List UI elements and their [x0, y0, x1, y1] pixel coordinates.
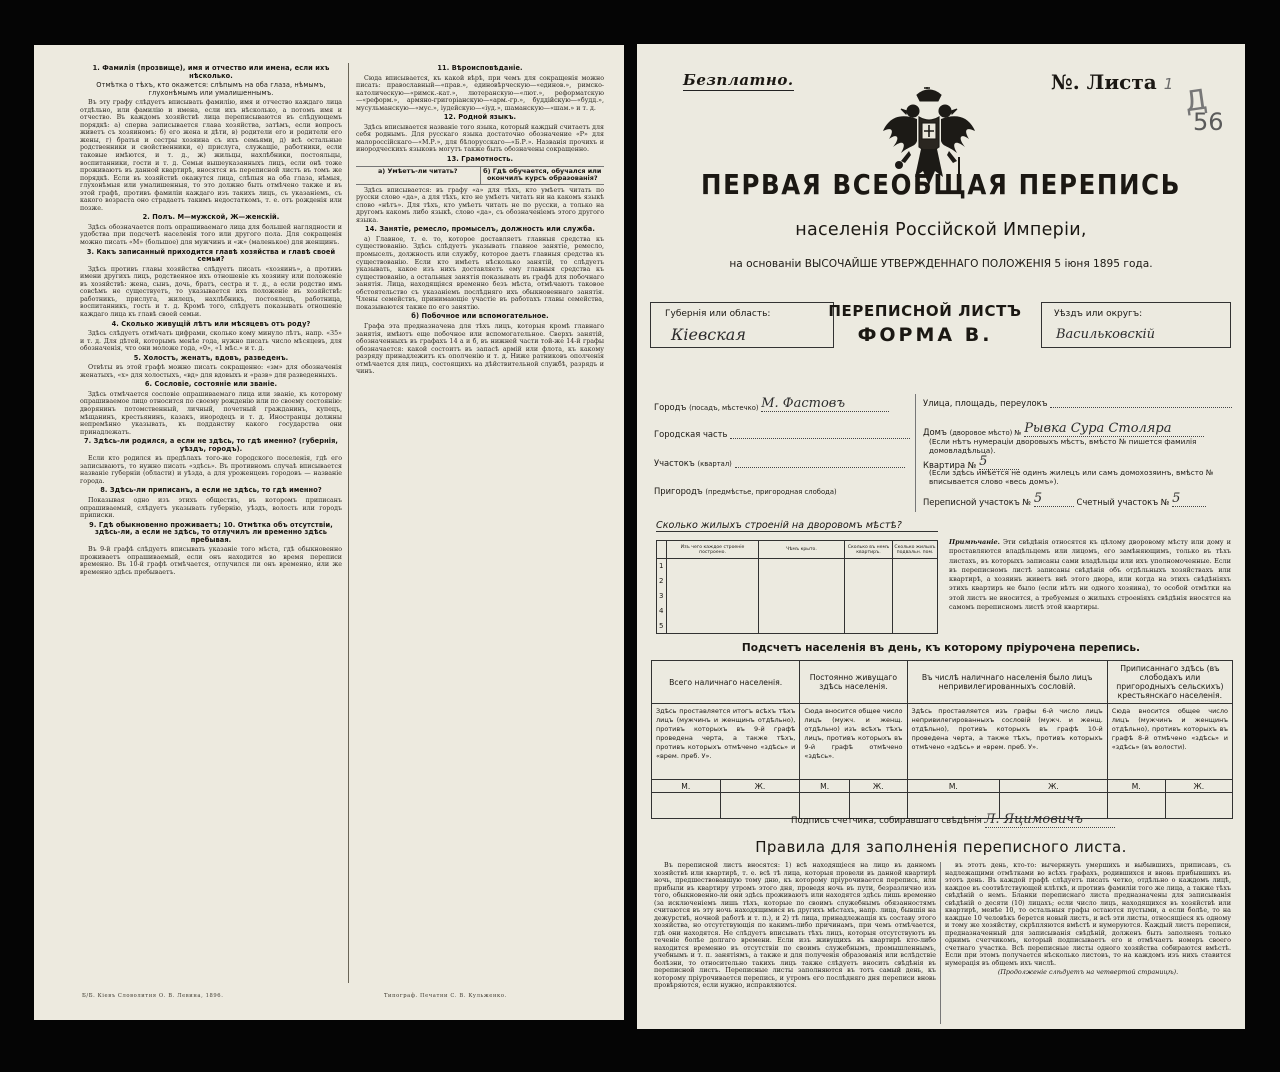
house-note: (Если нѣтъ нумераціи дворовыхъ мѣстъ, вмѣсто № пишется фамилія домовладѣльца).: [929, 437, 1197, 455]
table-row: [657, 559, 938, 574]
table-row: [657, 589, 938, 604]
district-value-line: [730, 430, 910, 439]
rules-column-2: [945, 862, 1231, 977]
uezd-label: Уѣздъ или округъ:: [1054, 309, 1143, 319]
count-section-label: Счетный участокъ №: [1076, 497, 1170, 507]
table-row: [657, 574, 938, 589]
section-heading: 9. Гдѣ обыкновенно проживаетъ; 10. Отмѣтка объ отсутствіи, здѣсь-ли, а если не здѣсь, то отлучилъ ли временно здѣсь пребывая.: [89, 520, 333, 544]
male-label: М.: [1107, 780, 1165, 793]
apartment-value: 5: [979, 454, 1019, 470]
suburb-field: [654, 486, 837, 496]
census-subtitle: населенія Россійской Имперіи,: [795, 220, 1087, 240]
house-label-note: (дворовое мѣсто) №: [949, 429, 1022, 437]
row-number: 5: [657, 619, 667, 634]
section-field: [654, 458, 905, 468]
street-label: Улица, площадь, переулокъ: [923, 398, 1048, 408]
section-heading: 3. Какъ записанный приходится главѣ хозяйства и главѣ своей семьи?: [86, 247, 336, 264]
section-text: Здѣсь противъ главы хозяйства слѣдуетъ писать «хозяинъ», а противъ имени другихъ лицъ, родственное ихъ отношеніе къ хозяину или положеніе въ хозяйствѣ: жена, сынъ, дочь, братъ, сестра и т. д., а если родство имъ совсѣмъ не существуетъ, то указывается ихъ положеніе въ хозяйствѣ: работникъ, прислуга, жилецъ, нахлѣбникъ, постоялецъ, работница, воспитанникъ, гость и т. д. Кромѣ того, слѣдуетъ показывать отношеніе каждаго лица къ главѣ своей семьи.: [80, 265, 342, 318]
section-text: Здѣсь отмѣчается сословіе опрашиваемаго лица или званіе, къ которому опрашиваемое лицо относится по своему рожденію или по своему состоянію: дворянинъ потомственный, личный, почетный гражданинъ, купецъ, мѣщанинъ, крестьянинъ, казакъ, инородецъ и т. д. Иностранцы должны непремѣнно указывать, къ подданству какого государства они принадлежатъ.: [80, 390, 342, 436]
count-col-nonprivileged: Въ числѣ наличнаго населенія было лицъ непривилегированныхъ сословій.: [907, 661, 1107, 704]
column-divider: [348, 63, 349, 983]
section-text: Сюда вписывается, къ какой вѣрѣ, при чемъ для сокращенія можно писать: православный—«прав.», единовѣрческую—«единов.», римско-католическую—«римск.-кат.», лютеранскую—«лют.», реформатскую—«реформ.», армяно-григоріанскую—«арм.-гр.», буддійскую—«будд.», мусульманскую—«мус.», іудейскую—«іуд.», шаманскую—«шам.» и т. д.: [356, 74, 604, 112]
section-heading: 14. Занятіе, ремесло, промыселъ, должность или служба.: [365, 225, 595, 234]
section-text: Графа эта предназначена для тѣхъ лицъ, которыя кромѣ главнаго занятія, имѣютъ еще побочное или вспомогательное. Сверхъ занятій, обозначенныхъ въ графахъ 14 а и б, въ нижней части той-же 14-й графы обозначается: какой состоитъ въ запасѣ армій или флота, къ какому разряду принадлежитъ къ ополченію и т. д. Ниже ратниковъ ополченія отмѣчается для лицъ, состоящихъ на дѣйствительной службѣ, разрядъ и чинъ.: [356, 322, 604, 376]
street-value-line: [1050, 399, 1232, 408]
section-heading: 11. Вѣроисповѣданіе.: [437, 64, 523, 72]
buildings-col-apartments: Сколько въ немъ квартиръ.: [845, 541, 893, 559]
street-field: [923, 398, 1232, 408]
rules-continued-note: (Продолженіе слѣдуетъ на четвертой страницѣ).: [997, 968, 1179, 976]
count-col-registered: Приписаннаго здѣсь (въ слободахъ или пригородныхъ сельскихъ) крестьянскаго населенія.: [1107, 661, 1232, 704]
female-label: Ж.: [720, 780, 800, 793]
table-row: [657, 604, 938, 619]
buildings-col-roof: Чѣмъ крыто.: [759, 541, 845, 559]
uezd-value: Васильковскій: [1056, 327, 1156, 342]
female-label: Ж.: [849, 780, 907, 793]
literacy-subheadings: [356, 166, 604, 185]
count-desc-registered: Сюда вносится общее число лицъ (мужчинъ и женщинъ отдѣльно), противъ которыхъ въ графѣ 8-й отмѣчено «здѣсь» и «здѣсь» (въ волости).: [1107, 704, 1232, 780]
section-heading: б) Побочное или вспомогательное.: [411, 312, 549, 321]
section-text: Въ эту графу слѣдуетъ вписывать фамилію, имя и отчество каждаго лица отдѣльно, или фамилію и имена, если ихъ нѣсколько, а потомъ имя и отчество. Въ каждомъ хозяйствѣ лица переписываются въ слѣдующемъ порядкѣ: а) сперва записывается глава хозяйства, затѣмъ, если вопросъ живетъ съ хозяиномъ: б) его жена и дѣти, в) родители его и родители его жены, г) братья и сестры хозяина съ ихъ семьями, д) всѣ остальные родственники и свойственники, е) прислуга, служащіе, работники, если таковые имѣются, и т. д., ж) жильцы, нахлѣбники, постояльцы, воспитанники, гости и т. д. Семьи вышеуказанныхъ лицъ, если онѣ тоже проживаютъ въ данной квартирѣ, вносятся въ переписной листъ въ томъ же порядкѣ. Если въ хозяйствѣ окажутся лица, слѣпыя на оба глаза, нѣмыя, глухонѣмыя или умалишенныя, то это должно быть отмѣчено также и въ этой графѣ, противъ фамиліи каждаго изъ такихъ лицъ, съ указаніемъ, съ какого возраста оно страдаетъ такимъ недостаткомъ, т. е. отъ рожденія или позже.: [80, 99, 342, 212]
section-heading: 1. Фамилія (прозвище), имя и отчество или имена, если ихъ нѣсколько.: [92, 64, 330, 80]
sheet-number: [1051, 70, 1173, 94]
count-col-present: Всего наличнаго населенія.: [652, 661, 800, 704]
buildings-col-basements: Сколько жилыхъ подвальн. пом.: [893, 541, 938, 559]
signature-value: Л. Яцимовичъ: [985, 812, 1115, 828]
form-type-label: ФОРМА В.: [857, 324, 993, 346]
uezd-box: [1041, 302, 1231, 348]
section-heading: 7. Здѣсь-ли родился, а если не здѣсь, то гдѣ именно? (губернія, уѣздъ, городъ).: [83, 437, 339, 453]
form-title-box: [807, 298, 1043, 350]
free-of-charge-label: Безплатно.: [683, 71, 794, 89]
count-col-permanent: Постоянно живущаго здѣсь населенія.: [800, 661, 907, 704]
literacy-b: б) Гдѣ обучается, обучался или окончилъ курсъ образованія?: [480, 167, 605, 184]
section-heading: 5. Холостъ, женатъ, вдовъ, разведенъ.: [133, 353, 289, 362]
pencil-archive-number: 56: [1193, 108, 1224, 136]
enumerator-signature: [791, 812, 1115, 828]
printer-footer-right: Типограф. Печатни С. В. Кульженко.: [384, 993, 507, 999]
apartment-label: Квартира №: [923, 460, 977, 470]
address-divider: [915, 394, 916, 512]
census-legal-basis: на основаніи ВЫСОЧАЙШЕ УТВЕРЖДЕННАГО ПОЛОЖЕНІЯ 5 іюня 1895 года.: [729, 258, 1153, 270]
city-label: Городъ: [654, 402, 687, 412]
section-text: Показывая одно изъ этихъ обществъ, въ которомъ приписанъ опрашиваемый, слѣдуетъ указывать губернію, уѣздъ, волость или городъ приписки.: [80, 496, 342, 520]
buildings-col-material: Изъ чего каждое строеніе построено.: [667, 541, 759, 559]
instructions-column-2: [356, 63, 604, 377]
section-text: Здѣсь обозначается полъ опрашиваемаго лица для большей наглядности и удобства при подсчетѣ населенія того или другого пола. Для сокращенія можно писать «М» (большое) для мужчинъ и «ж» (маленькое) для женщинъ.: [80, 223, 342, 247]
buildings-col-number: [657, 541, 667, 559]
row-number: 3: [657, 589, 667, 604]
section-text: Здѣсь слѣдуетъ отмѣчать цифрами, сколько кому минуло лѣтъ, напр. «35» и т. д. Для дѣтей, которымъ менѣе года, нужно писать число мѣсяцевъ, для обозначенія, что они моложе года, «0», «1 мѣс.» и т. д.: [80, 330, 342, 353]
section-subheading: Отмѣтка о тѣхъ, кто окажется: слѣпымъ на оба глаза, нѣмымъ, глухонѣмымъ или умалишеннымъ.: [96, 81, 326, 97]
province-label: Губернія или область:: [665, 309, 771, 319]
suburb-label: Пригородъ: [654, 486, 703, 496]
count-desc-permanent: Сюда вносится общее число лицъ (мужч. и женщ. отдѣльно) изъ всѣхъ тѣхъ лицъ, противъ которыхъ въ 9-й графѣ отмѣчено «здѣсь».: [800, 704, 907, 780]
left-page-instructions: [34, 45, 624, 1020]
house-label: Домъ: [923, 427, 947, 437]
table-row: [657, 619, 938, 634]
literacy-a: а) Умѣетъ-ли читать?: [377, 166, 458, 175]
rules-column-1: [654, 862, 936, 991]
count-desc-present: Здѣсь проставляется итогъ всѣхъ тѣхъ лицъ (мужчинъ и женщинъ отдѣльно), противъ которыхъ въ 9-й графѣ проведена черта, а также тѣхъ, противъ которыхъ отмѣчено «здѣсь» и «врем. преб. У».: [652, 704, 800, 780]
section-heading: 2. Полъ. М—мужской, Ж—женскій.: [142, 213, 280, 222]
buildings-question: Сколько жилыхъ строеній на дворовомъ мѣстѣ?: [656, 520, 938, 532]
section-value-line: [735, 459, 905, 468]
census-sheet-title: ПЕРЕПИСНОЙ ЛИСТЪ: [828, 302, 1022, 320]
district-label: Городская часть: [654, 429, 728, 439]
sheet-number-value: 1: [1163, 75, 1174, 93]
rules-title: Правила для заполненія переписного листа.: [755, 838, 1127, 856]
female-label: Ж.: [1000, 780, 1108, 793]
house-value: Рывка Сура Столяра: [1024, 421, 1204, 437]
male-label: М.: [652, 780, 721, 793]
section-heading: 6. Сословіе, состояніе или званіе.: [144, 380, 278, 389]
section-label: Участокъ: [654, 458, 695, 468]
female-label: Ж.: [1165, 780, 1232, 793]
apartment-note: (Если здѣсь имѣется не одинъ жилецъ или самъ домохозяинъ, вмѣсто № вписывается слово «весь домъ»).: [929, 468, 1214, 486]
section-label-note: (квартал): [697, 460, 732, 468]
house-field: [923, 421, 1204, 437]
instructions-column-1: [80, 63, 342, 577]
census-main-title: ПЕРВАЯ ВСЕОБЩАЯ ПЕРЕПИСЬ: [701, 168, 1181, 201]
section-text: Если кто родился въ предѣлахъ того-же городского поселенія, гдѣ его записываютъ, то нужно писать «здѣсь». Въ противномъ случаѣ вписывается названіе губерніи (области) и уѣзда, а для уроженцевъ городовъ — названіе города.: [80, 455, 342, 485]
census-section-field: [923, 491, 1206, 507]
right-page-census-form: [637, 44, 1245, 1029]
city-value: М. Фастовъ: [761, 396, 889, 412]
census-section-value: 5: [1034, 491, 1074, 507]
city-field: [654, 396, 889, 412]
section-heading: 12. Родной языкъ.: [443, 113, 517, 122]
buildings-note: [949, 538, 1231, 612]
section-text: а) Главное, т. е. то, которое доставляетъ главныя средства къ существованію. Здѣсь слѣдуетъ указывать главное занятіе, ремесло, промыселъ, должность или службу, которое даетъ главныя средства къ существованію. Если кто имѣетъ нѣсколько занятій, то слѣдуетъ указывать, какое изъ нихъ доставляетъ ему главныя средства къ существованію, а остальныя занятія показывать въ графѣ для побочнаго занятія. Лица, находящіяся временно безъ мѣста, отмѣчаютъ таковое обстоятельство съ указаніемъ послѣдняго ихъ обыкновеннаго занятія. Члены семействъ, принимающіе участіе въ работахъ главы семейства, показываются также по его занятію.: [356, 235, 604, 311]
section-text: Здѣсь вписывается: въ графу «а» для тѣхъ, кто умѣетъ читать по русски слово «да», а для тѣхъ, кто не умѣетъ читать ни на какомъ языкѣ слово «нѣтъ». Для тѣхъ, кто умѣетъ читать не по русски, а только на другомъ какомъ либо языкѣ, слово «да», съ обозначеніемъ этого другого языка.: [356, 186, 604, 224]
census-section-label: Переписной участокъ №: [923, 497, 1032, 507]
row-number: 2: [657, 574, 667, 589]
count-section-value: 5: [1172, 491, 1206, 507]
row-number: 1: [657, 559, 667, 574]
section-text: Отвѣты въ этой графѣ можно писать сокращенно: «зм» для обозначенія женатыхъ, «х» для холостыхъ, «вд» для вдовыхъ и «разв» для разведенныхъ.: [80, 364, 342, 379]
section-heading: 8. Здѣсь-ли приписанъ, а если не здѣсь, то гдѣ именно?: [100, 486, 322, 495]
pencil-archive-mark: Д: [1182, 82, 1210, 119]
printer-footer-left: Б/Б. Кіевъ Словолитня О. В. Левина, 1896.: [82, 993, 224, 999]
row-number: 4: [657, 604, 667, 619]
section-heading: 4. Сколько живущій лѣтъ или мѣсяцевъ отъ роду?: [111, 319, 311, 328]
suburb-label-note: (предмѣстье, пригородная слобода): [705, 488, 837, 496]
section-text: Въ 9-й графѣ слѣдуетъ вписывать указаніе того мѣста, гдѣ обыкновенно проживаетъ опрашиваемый, если онъ находится во время переписи временно. Въ 10-й графѣ отмѣчается, отлучился ли онъ временно, или же временно здѣсь пребываетъ.: [80, 546, 342, 576]
rules-divider: [940, 862, 941, 1024]
buildings-note-head: Примѣчаніе.: [949, 538, 1000, 546]
province-value: Кіевская: [671, 325, 746, 344]
literacy-heading: 13. Грамотность.: [446, 155, 514, 164]
male-label: М.: [800, 780, 850, 793]
sheet-number-label: №. Листа: [1051, 70, 1157, 94]
population-count-table: [651, 660, 1233, 819]
district-field: [654, 429, 910, 439]
male-label: М.: [907, 780, 1000, 793]
city-label-note: (посадъ, мѣстечко): [689, 404, 759, 412]
count-desc-nonprivileged: Здѣсь проставляется изъ графы 6-й число лицъ непривилегированныхъ сословій (мужч. и женщ. отдѣльно), противъ которыхъ въ графѣ 10-й проведена черта, а также тѣхъ, противъ которыхъ отмѣчено «здѣсь» и «врем. преб. У».: [907, 704, 1107, 780]
signature-label: Подпись счетчика, собиравшаго свѣдѣнія: [791, 816, 982, 826]
buildings-note-text: Эти свѣдѣнія относятся къ цѣлому дворовому мѣсту или дому и проставляются владѣльцемъ или лицомъ, его замѣняющимъ, только въ тѣхъ листахъ, въ которыхъ записаны сами владѣльцы или ихъ уполномоченные. Если въ переписномъ листѣ записаны свѣдѣнія объ отдѣльныхъ хозяйствахъ или квартирѣ, а хозяинъ живетъ внѣ этого двора, или когда на этихъ свѣдѣніяхъ этихъ квартиръ не было (если нѣтъ ни одного хозяина), то особой отмѣтки на этой листъ не вносится, а требуемыя о жилыхъ строеніяхъ свѣдѣнія вносятся на самомъ переписномъ листѣ этой квартиры.: [949, 538, 1231, 612]
population-count-title: Подсчетъ населенія въ день, къ которому пріурочена перепись.: [741, 642, 1141, 654]
section-text: Здѣсь вписывается названіе того языка, который каждый считаетъ для себя роднымъ. Для русскаго языка достаточно обозначение «Р» для малороссійскаго—«М.Р.», для бѣлорусскаго—«Б.Р.». Названія прочихъ и инородческихъ языковъ могутъ также быть обозначены сокращенно.: [356, 123, 604, 154]
rules-text-2: въ этотъ день, кто-то: вычеркнуть умершихъ и выбывшихъ, приписавъ, съ надлежащими отмѣтками во всѣхъ графахъ, родившихся и вновь прибывшихъ въ этотъ день. Въ каждой графѣ слѣдуетъ писать четко, отдѣльно о каждомъ лицѣ, каждое въ соотвѣтствующей клѣткѣ, и противъ фамиліи того же лица, а также тѣхъ свѣдѣній о немъ. Бланки переписнаго листа предназначены для записыванія свѣдѣній о десяти (10) лицахъ; если число лицъ, находящихся въ хозяйствѣ или квартирѣ, менѣе 10, то остальныя графы остаются пустыми, а если болѣе, то на каждые 10 человѣкъ берется новый листъ, и всѣ эти листы, относящіеся къ одному и тому же хозяйству, скрѣпляются вмѣстѣ и нумеруются. Каждый листъ переписи, предназначенный для записыванія свѣдѣній, долженъ быть заполненъ только однимъ счетчикомъ, который подписываетъ его и отмѣчаетъ номеръ своего счетнаго участка. Всѣ переписные листы одного хозяйства собираются вмѣстѣ. Если при этомъ получается нѣсколько листовъ, то на каждомъ изъ нихъ ставится нумерація въ общемъ ихъ числѣ.: [945, 862, 1231, 967]
buildings-table: [656, 540, 938, 634]
rules-text-1: Въ переписной листъ вносятся: 1) всѣ находящіеся на лицо въ данномъ хозяйствѣ или квартирѣ, т. е. всѣ тѣ лица, которыя провели въ данной квартирѣ ночь, предшествовавшую тому дню, къ которому пріурочивается перепись, или прибыли въ квартиру утромъ этого дня, проведя ночь въ пути, безразлично изъ того, обыкновенно-ли они здѣсь проживаютъ или находятся здѣсь лишь временно (за исключеніемъ лишь тѣхъ, которые по своимъ служебнымъ обязанностямъ считаются въ эту ночь находящимися въ другихъ мѣстахъ, напр. лица, бывшія на дежурствѣ, ночной работѣ и т. п.), и 2) тѣ лица, принадлежащія къ составу этого хозяйства, но отсутствующія по какимъ-либо причинамъ, при чемъ отмѣчается, гдѣ они находятся. Не слѣдуетъ вписывать тѣхъ лицъ, которыя отсутствуютъ въ теченіе болѣе долгаго времени. Если изъ живущихъ въ квартирѣ кто-либо находится временно въ отсутствіи по своимъ служебнымъ, промышленнымъ, учебнымъ и т. п. занятіямъ, а также и для полученія образованія или вслѣдствіе болѣзни, то относительно такихъ лицъ также слѣдуетъ вносить свѣдѣнія въ переписной листъ. Переписные листы заполняются въ тотъ самый день, къ которому пріурочивается перепись, и утромъ его послѣдняго дня переписи вновь провѣряются, если нужно, исправляются.: [654, 862, 936, 989]
